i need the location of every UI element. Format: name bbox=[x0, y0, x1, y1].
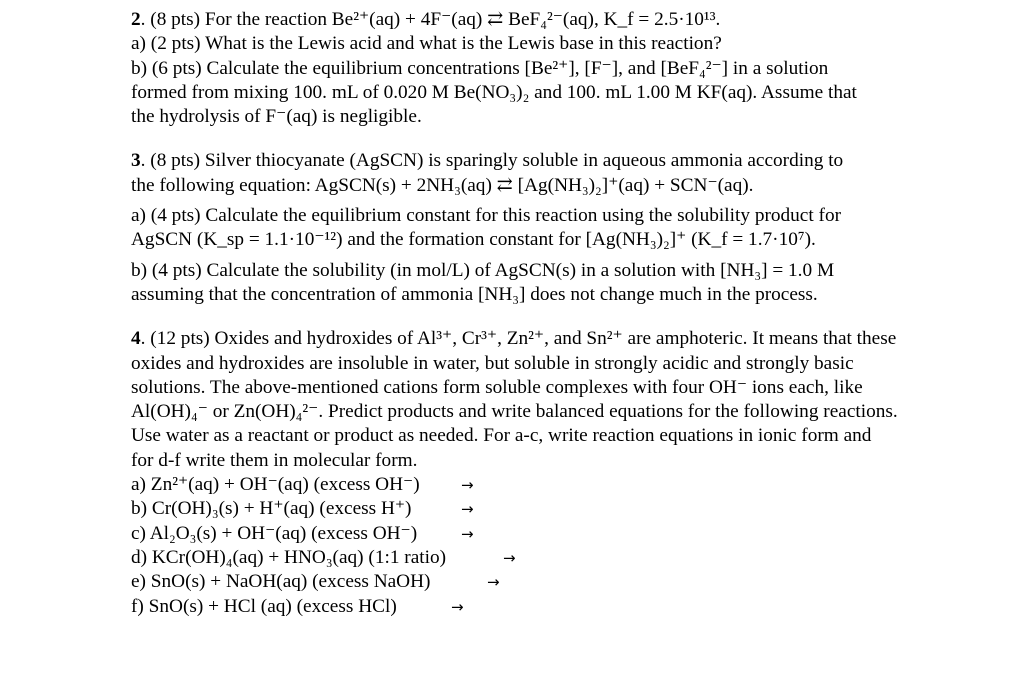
q2-part-a: a) (2 pts) What is the Lewis acid and what is the Lewis base in this reaction? bbox=[131, 33, 722, 55]
q4-intro-text: . (12 pts) Oxides and hydroxides of Al³⁺, Cr³⁺, Zn²⁺, and Sn²⁺ are amphoteric. It means that these bbox=[140, 328, 897, 350]
q3-intro-text: . (8 pts) Silver thiocyanate (AgSCN) is sparingly soluble in aqueous ammonia according to bbox=[140, 150, 844, 172]
q3-part-b-line1: b) (4 pts) Calculate the solubility (in mol/L) of AgSCN(s) in a solution with [NH₃] = 1.0 M bbox=[131, 259, 835, 281]
q2-part-b-line2: formed from mixing 100. mL of 0.020 M Be(NO₃)₂ and 100. mL 1.00 M KF(aq). Assume that bbox=[131, 81, 857, 103]
q2-intro: . (8 pts) For the reaction Be²⁺(aq) + 4F⁻(aq) ⇄ BeF₄²⁻(aq), K_f = 2.5·10¹³. bbox=[140, 9, 721, 30]
q3-intro-line1 bbox=[131, 149, 1011, 173]
reaction-c bbox=[131, 522, 1011, 546]
q2-part-b-line1: b) (6 pts) Calculate the equilibrium concentrations [Be²⁺], [F⁻], and [BeF₄²⁻] in a solution bbox=[131, 57, 829, 79]
question-2 bbox=[131, 8, 1011, 129]
q3-intro-line2: the following equation: AgSCN(s) + 2NH₃(aq) ⇄ [Ag(NH₃)₂]⁺(aq) + SCN⁻(aq). bbox=[131, 174, 754, 196]
q3-number: 3 bbox=[131, 150, 141, 172]
reaction-c-text: c) Al₂O₃(s) + OH⁻(aq) (excess OH⁻) bbox=[131, 522, 418, 544]
q2-part-b-line3: the hydrolysis of F⁻(aq) is negligible. bbox=[131, 106, 422, 128]
q4-intro-line5: Use water as a reactant or product as needed. For a-c, write reaction equations in ionic form and bbox=[131, 425, 872, 447]
arrow-icon: → bbox=[503, 548, 516, 567]
arrow-icon: → bbox=[461, 524, 474, 543]
q2-number: 2 bbox=[131, 9, 141, 30]
reaction-f bbox=[131, 595, 1011, 619]
q3-part-b-line2: assuming that the concentration of ammonia [NH₃] does not change much in the process. bbox=[131, 283, 818, 305]
reaction-d bbox=[131, 546, 1011, 570]
reaction-b bbox=[131, 497, 1011, 521]
q2-intro-line bbox=[131, 8, 1011, 32]
reaction-f-text: f) SnO(s) + HCl (aq) (excess HCl) bbox=[131, 595, 397, 617]
q4-intro-line6: for d-f write them in molecular form. bbox=[131, 449, 418, 471]
reaction-a bbox=[131, 473, 1011, 497]
q4-intro-line2: oxides and hydroxides are insoluble in water, but soluble in strongly acidic and strongly basic bbox=[131, 352, 854, 374]
q4-intro-line4: Al(OH)₄⁻ or Zn(OH)₄²⁻. Predict products and write balanced equations for the following reactions. bbox=[131, 401, 898, 423]
arrow-icon: → bbox=[487, 573, 500, 592]
arrow-icon: → bbox=[461, 500, 474, 519]
q4-intro-line1 bbox=[131, 327, 1011, 351]
arrow-icon: → bbox=[461, 476, 474, 495]
question-3 bbox=[131, 149, 1011, 307]
reaction-a-text: a) Zn²⁺(aq) + OH⁻(aq) (excess OH⁻) bbox=[131, 474, 420, 496]
q4-number: 4 bbox=[131, 328, 141, 350]
question-4 bbox=[131, 327, 1011, 619]
reaction-e-text: e) SnO(s) + NaOH(aq) (excess NaOH) bbox=[131, 571, 431, 593]
reaction-b-text: b) Cr(OH)₃(s) + H⁺(aq) (excess H⁺) bbox=[131, 498, 412, 520]
problem-sheet bbox=[131, 8, 1011, 619]
reaction-d-text: d) KCr(OH)₄(aq) + HNO₃(aq) (1:1 ratio) bbox=[131, 546, 447, 568]
arrow-icon: → bbox=[451, 597, 464, 616]
reaction-e bbox=[131, 570, 1011, 594]
q4-intro-line3: solutions. The above-mentioned cations form soluble complexes with four OH⁻ ions each, like bbox=[131, 376, 863, 398]
q3-part-a-line1: a) (4 pts) Calculate the equilibrium constant for this reaction using the solubility product for bbox=[131, 205, 842, 227]
q3-part-a-line2: AgSCN (K_sp = 1.1·10⁻¹²) and the formation constant for [Ag(NH₃)₂]⁺ (K_f = 1.7·10⁷). bbox=[131, 229, 816, 251]
